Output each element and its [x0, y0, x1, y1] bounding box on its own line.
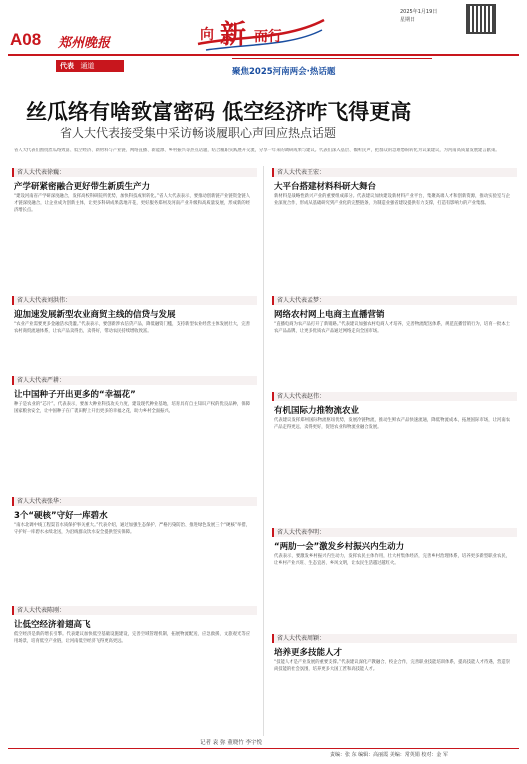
- article-body: “农业产业需要更多金融活水浇灌。”代表表示，要创新涉农信贷产品，降低融资门槛，支持新型农业经营主体发展壮大，完善农村商贸流通体系，让农产品卖得出、卖得好，带动农民持续增收致富。: [14, 322, 250, 335]
- channel-sub-label: 通道: [80, 62, 95, 70]
- article-body: “建设河南省产学研深度融合，发挥高校科研院所优势，加快科技成果转化。”省人大代表表示，要推动创新链产业链资金链人才链深度融合，让企业成为创新主体，让更多科研成果落地开花，更好服务郑州及河南产业升级和高质量发展，形成新的经济增长点。: [14, 194, 250, 214]
- article-body: 代表建议发挥郑州国际物流枢纽优势，发展冷链物流，推动生鲜农产品快速流通，降低物流成本，拓展国际市场，让河南农产品走得更远、卖得更好，促进农业和物流业融合发展。: [274, 418, 510, 431]
- article-title: 培养更多技能人才: [274, 648, 343, 658]
- article-title: 网络农村网上电商主直播营销: [274, 310, 385, 320]
- sub-headline: 省人大代表接受集中采访畅谈履职心声回应热点话题: [60, 126, 337, 140]
- article-title: 有机国际力推物流农业: [274, 406, 360, 416]
- article-tag: 省人大代表陈刚：: [12, 606, 257, 615]
- slogan-suffix: 而行: [254, 29, 282, 45]
- article-tag: 省人大代表李明：: [272, 528, 517, 537]
- article-title: 大平台搭建材料科研大舞台: [274, 182, 377, 192]
- article-title: 让中国种子开出更多的“幸福花”: [14, 390, 136, 400]
- main-headline: 丝瓜络有啥致富密码 低空经济咋飞得更高: [26, 99, 412, 124]
- masthead: 郑州晚报: [58, 36, 111, 51]
- page-code: A08: [10, 30, 42, 49]
- qr-code-icon: [466, 4, 496, 34]
- article-title: “两肋一会”激发乡村振兴内生动力: [274, 542, 405, 552]
- channel-badge: [56, 60, 124, 72]
- issue-date: 2025年1月19日: [400, 9, 438, 15]
- reporter-byline: 记者 袁 弥 董晓竹 李宇悦: [200, 740, 262, 746]
- article-tag: 省人大代表孟梦：: [272, 296, 517, 305]
- article-tag: 省人大代表张华：: [12, 497, 257, 506]
- slogan-main: 新: [220, 20, 247, 50]
- special-label: 聚焦2025河南两会·热话题: [232, 67, 336, 77]
- article-body: “直播电商为农产品打开了新销路。”代表建议加强农村电商人才培养，完善物流配送体系，规范直播营销行为，培育一批本土农产品品牌，让更多优质农产品通过网络走向全国市场。: [274, 322, 510, 335]
- editor-credits: 责编：张 东 编辑：高丽霞 美编：常英娟 校对：金 军: [330, 752, 448, 758]
- article-body: 新材料是战略性新兴产业的重要组成部分。代表建议加快建设新材料产业平台，集聚高端人才和创新资源，推动实验室与企业深度合作，形成从基础研究到产业化的完整链条，为制造业强省建设提供有力支撑，打造有影响力的产业集群。: [274, 194, 510, 207]
- article-tag: 省人大代表赵伟：: [272, 392, 517, 401]
- article-tag: 省人大代表周颖：: [272, 634, 517, 643]
- slogan: [196, 14, 326, 54]
- article-body: “南水北调中线工程渠首水质保护事关重大。”代表介绍，通过加强生态保护、严格污染防治、推进绿色发展三个“硬核”举措，守护好一库碧水永续北送，为沿线群众饮水安全提供坚实保障。: [14, 523, 250, 536]
- article-body: 低空经济是新的增长引擎。代表建议加快低空基础设施建设，完善空域管理机制，拓展物流配送、应急救援、文旅观光等应用场景，培育低空产业链，让河南低空经济飞得更高更远。: [14, 632, 250, 645]
- article-tag: 省人大代表王宏：: [272, 168, 517, 177]
- article-body: 种子是农业的“芯片”。代表表示，要加大种业科技攻关力度，建设现代种业基地，培育具有自主知识产权的优良品种，保障国家粮食安全，让中国种子在广袤田野上开出更多的幸福之花，助力乡村全面振兴。: [14, 402, 250, 415]
- article-title: 让低空经济着翅高飞: [14, 620, 91, 630]
- article-tag: 省人大代表徐巍：: [12, 168, 257, 177]
- article-tag: 省人大代表刘洪伟：: [12, 296, 257, 305]
- header-rule: [8, 54, 519, 56]
- article-body: 代表表示，要激发乡村振兴内生动力，发挥农民主体作用，壮大村集体经济，完善乡村治理体系，培养更多新型职业农民，让乡村产业兴旺、生态宜居、乡风文明，让农民生活越过越红火。: [274, 554, 510, 567]
- article-tag: 省人大代表严耕：: [12, 376, 257, 385]
- article-body: “技能人才是产业发展的重要支撑。”代表建议深化产教融合、校企合作，完善职业技能培训体系，提高技能人才待遇，营造崇尚技能的社会氛围，培养更多大国工匠和高技能人才。: [274, 660, 510, 673]
- article-title: 迎加速发展新型农业商贸主线的信贷与发展: [14, 310, 176, 320]
- footer-rule: [8, 748, 519, 749]
- lead-paragraph: 省人大代表们围绕丝瓜络致富、低空经济、新材料与产业链、网络直播、新能源、乡村振兴等热点话题，结合履职实践展开交流，分享一年来的调研成果与建议。代表们深入基层、倾听民声，把群众的急难愁盼转化为议案建议，为河南高质量发展建言献策。: [14, 148, 500, 153]
- column-divider: [263, 166, 264, 736]
- slogan-prefix: 向: [200, 27, 214, 43]
- article-title: 3个“硬核”守好一库碧水: [14, 511, 108, 521]
- special-banner: [232, 58, 432, 77]
- channel-label: 代表: [60, 62, 74, 70]
- article-title: 产学研紧密融合更好带生新质生产力: [14, 182, 151, 192]
- issue-weekday: 星期日: [400, 17, 416, 23]
